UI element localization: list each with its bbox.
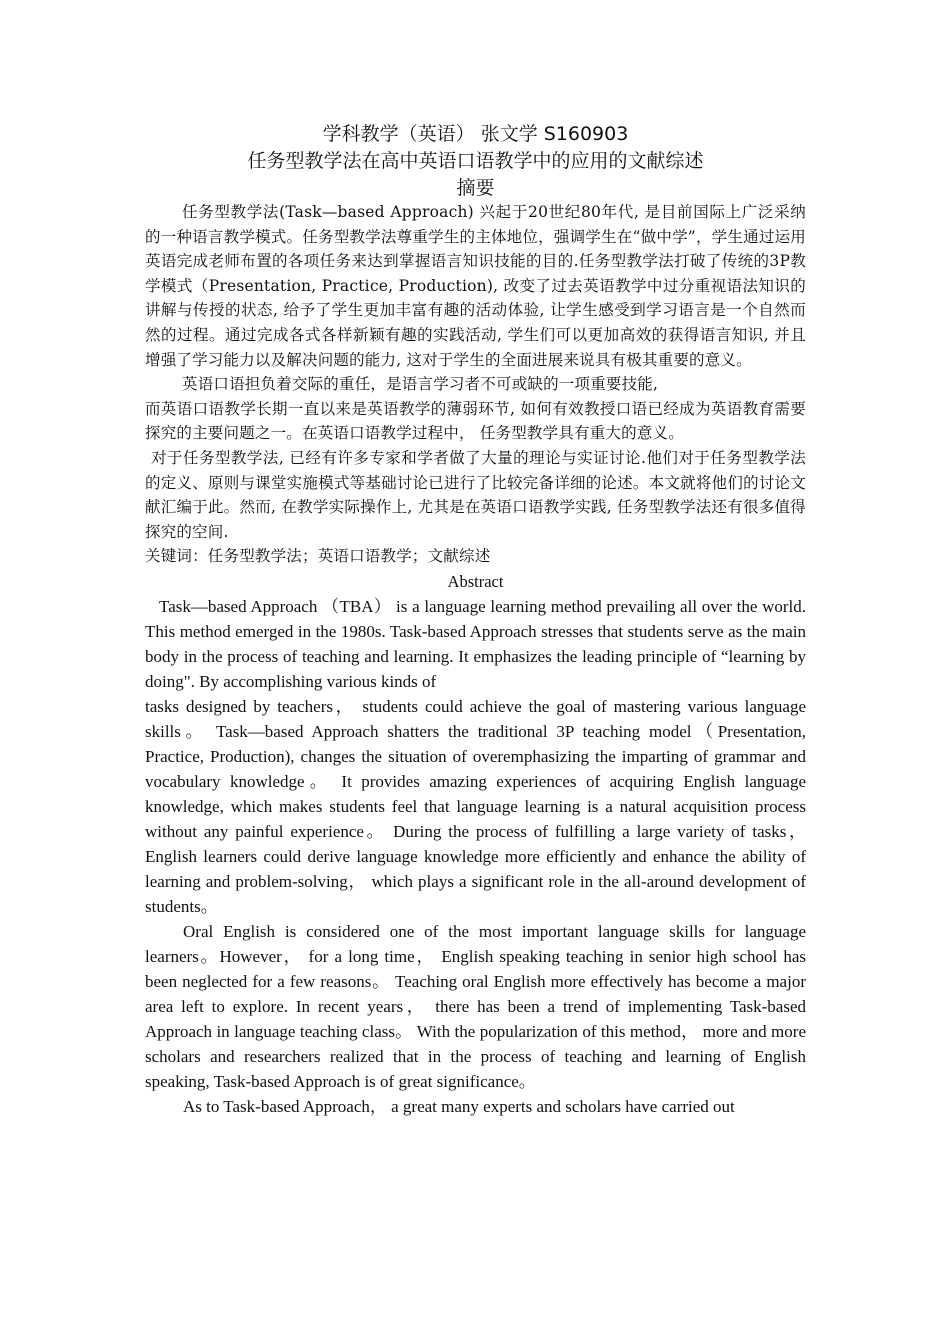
course-author-line: 学科教学（英语） 张文学 S160903 xyxy=(322,123,629,145)
abstract-en-paragraph-1a: Task—based Approach （TBA） is a language learning method prevailing all over the world. This method emerged in the 1980s. Task-based Approach stresses that students serve as the main body in the process of teaching and learning. It emphasizes the leading principle of “learning by doing". By accomplishing various kinds of xyxy=(145,596,806,691)
abstract-en-paragraph-1b: tasks designed by teachers， students could achieve the goal of mastering various language skills。 Task—based Approach shatters the traditional 3P teaching model（Presentation, Practice, Production), changes the situation of overemphasizing the imparting of grammar and vocabulary knowledge。 It provides amazing experiences of acquiring English language knowledge, which makes students feel that language learning is a natural acquisition process without any painful experience。 During the process of fulfilling a large variety of tasks， English learners could derive language knowledge more efficiently and enhance the ability of learning and problem-solving， which plays a significant role in the all-around development of students。 xyxy=(145,696,806,916)
document-title: 任务型教学法在高中英语口语教学中的应用的文献综述 xyxy=(247,150,704,172)
abstract-cn-paragraph-2a: 英语口语担负着交际的重任，是语言学习者不可或缺的一项重要技能, xyxy=(182,375,659,394)
abstract-heading-en: Abstract xyxy=(447,571,504,591)
abstract-cn-paragraph-1: 任务型教学法(Task—based Approach) 兴起于20世纪80年代, 是目前国际上广泛采纳的一种语言教学模式。任务型教学法尊重学生的主体地位，强调学生在“做中学”，学生通过运用英语完成老师布置的各项任务来达到掌握语言知识技能的目的.任务型教学法打破了传统的3P教学模式（Presentation, Practice, Production), 改变了过去英语教学中过分重视语法知识的讲解与传授的状态, 给予了学生更加丰富有趣的活动体验, 让学生感受到学习语言是一个自然而然的过程。通过完成各式各样新颖有趣的实践活动, 学生们可以更加高效的获得语言知识, 并且增强了学习能力以及解决问题的能力, 这对于学生的全面进展来说具有极其重要的意义。 xyxy=(145,203,806,369)
document-content xyxy=(145,121,806,1119)
abstract-heading-cn: 摘要 xyxy=(456,177,495,199)
keywords-cn: 关键词：任务型教学法；英语口语教学；文献综述 xyxy=(145,547,491,566)
abstract-en-paragraph-3: As to Task-based Approach， a great many experts and scholars have carried out xyxy=(183,1096,735,1116)
abstract-cn-paragraph-2b: 而英语口语教学长期一直以来是英语教学的薄弱环节, 如何有效教授口语已经成为英语教育需要探究的主要问题之一。在英语口语教学过程中， 任务型教学具有重大的意义。 xyxy=(145,399,806,443)
abstract-cn-paragraph-3: 对于任务型教学法, 已经有许多专家和学者做了大量的理论与实证讨论.他们对于任务型教学法的定义、原则与课堂实施模式等基础讨论已进行了比较完备详细的论述。本文就将他们的讨论文献汇编于此。然而, 在教学实际操作上, 尤其是在英语口语教学实践, 任务型教学法还有很多值得探究的空间. xyxy=(145,448,806,541)
abstract-en-paragraph-2: Oral English is considered one of the most important language skills for language learners。However， for a long time， English speaking teaching in senior high school has been neglected for a few reasons。 Teaching oral English more effectively has become a major area left to explore. In recent years， there has been a trend of implementing Task-based Approach in language teaching class。 With the popularization of this method， more and more scholars and researchers realized that in the process of teaching and learning of English speaking, Task-based Approach is of great significance。 xyxy=(145,921,806,1091)
